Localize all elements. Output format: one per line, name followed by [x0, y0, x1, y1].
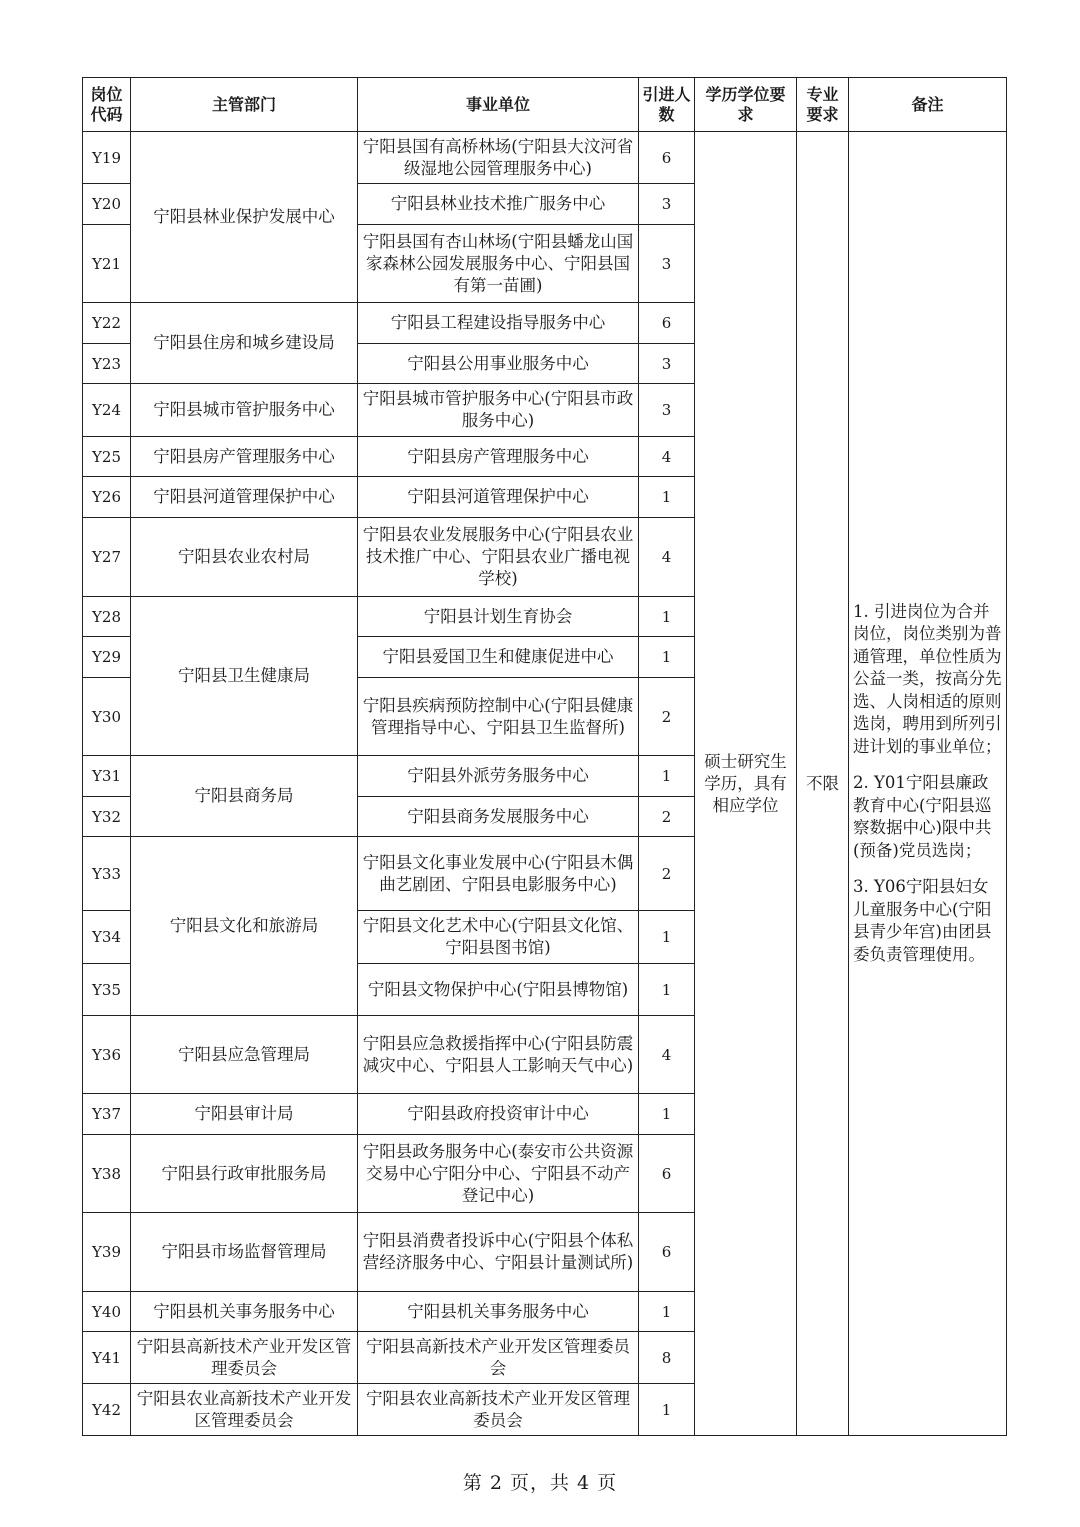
- post-code: Y20: [83, 184, 131, 225]
- unit-cell: 宁阳县工程建设指导服务中心: [358, 303, 639, 344]
- post-code: Y41: [83, 1332, 131, 1384]
- unit-cell: 宁阳县文物保护中心(宁阳县博物馆): [358, 964, 639, 1016]
- unit-cell: 宁阳县应急救援指挥中心(宁阳县防震减灾中心、宁阳县人工影响天气中心): [358, 1016, 639, 1094]
- notes-cell: [849, 132, 1007, 1436]
- note-3: 3. Y06宁阳县妇女儿童服务中心(宁阳县青少年宫)由团县委负责管理使用。: [853, 877, 992, 964]
- post-code: Y40: [83, 1292, 131, 1332]
- unit-cell: 宁阳县文化事业发展中心(宁阳县木偶曲艺剧团、宁阳县电影服务中心): [358, 837, 639, 911]
- unit-cell: 宁阳县城市管护服务中心(宁阳县市政服务中心): [358, 384, 639, 437]
- post-code: Y29: [83, 637, 131, 678]
- major-requirement: 不限: [797, 132, 849, 1436]
- count-cell: 1: [639, 1292, 695, 1332]
- post-code: Y37: [83, 1094, 131, 1135]
- unit-cell: 宁阳县农业发展服务中心(宁阳县农业技术推广中心、宁阳县农业广播电视学校): [358, 518, 639, 597]
- post-code: Y23: [83, 344, 131, 384]
- dept-cell: 宁阳县市场监督管理局: [131, 1213, 358, 1292]
- header-count: 引进人数: [639, 78, 695, 132]
- unit-cell: 宁阳县机关事务服务中心: [358, 1292, 639, 1332]
- dept-cell: 宁阳县农业农村局: [131, 518, 358, 597]
- header-unit: 事业单位: [358, 78, 639, 132]
- unit-cell: 宁阳县国有杏山林场(宁阳县蟠龙山国家森林公园发展服务中心、宁阳县国有第一苗圃): [358, 225, 639, 303]
- unit-cell: 宁阳县消费者投诉中心(宁阳县个体私营经济服务中心、宁阳县计量测试所): [358, 1213, 639, 1292]
- count-cell: 4: [639, 518, 695, 597]
- post-code: Y25: [83, 437, 131, 477]
- unit-cell: 宁阳县文化艺术中心(宁阳县文化馆、宁阳县图书馆): [358, 911, 639, 964]
- count-cell: 4: [639, 437, 695, 477]
- post-code: Y30: [83, 678, 131, 756]
- post-code: Y36: [83, 1016, 131, 1094]
- edu-requirement: 硕士研究生学历，具有相应学位: [695, 132, 797, 1436]
- unit-cell: 宁阳县国有高桥林场(宁阳县大汶河省级湿地公园管理服务中心): [358, 132, 639, 184]
- post-code: Y22: [83, 303, 131, 344]
- post-code: Y38: [83, 1135, 131, 1213]
- count-cell: 2: [639, 837, 695, 911]
- dept-cell: 宁阳县河道管理保护中心: [131, 477, 358, 518]
- header-note: 备注: [849, 78, 1007, 132]
- post-code: Y39: [83, 1213, 131, 1292]
- count-cell: 6: [639, 132, 695, 184]
- unit-cell: 宁阳县房产管理服务中心: [358, 437, 639, 477]
- count-cell: 1: [639, 911, 695, 964]
- dept-cell: 宁阳县应急管理局: [131, 1016, 358, 1094]
- count-cell: 6: [639, 303, 695, 344]
- count-cell: 6: [639, 1213, 695, 1292]
- dept-cell: 宁阳县农业高新技术产业开发区管理委员会: [131, 1384, 358, 1436]
- dept-cell: 宁阳县审计局: [131, 1094, 358, 1135]
- dept-cell: 宁阳县房产管理服务中心: [131, 437, 358, 477]
- post-code: Y32: [83, 797, 131, 837]
- dept-cell: 宁阳县高新技术产业开发区管理委员会: [131, 1332, 358, 1384]
- unit-cell: 宁阳县商务发展服务中心: [358, 797, 639, 837]
- unit-cell: 宁阳县政府投资审计中心: [358, 1094, 639, 1135]
- count-cell: 1: [639, 1094, 695, 1135]
- count-cell: 2: [639, 797, 695, 837]
- unit-cell: 宁阳县公用事业服务中心: [358, 344, 639, 384]
- dept-cell: 宁阳县住房和城乡建设局: [131, 303, 358, 384]
- count-cell: 1: [639, 1384, 695, 1436]
- post-code: Y35: [83, 964, 131, 1016]
- table-row: [83, 132, 1007, 184]
- post-code: Y24: [83, 384, 131, 437]
- header-edu: 学历学位要求: [695, 78, 797, 132]
- note-2: 2. Y01宁阳县廉政教育中心(宁阳县巡察数据中心)限中共(预备)党员选岗；: [853, 773, 992, 860]
- header-dept: 主管部门: [131, 78, 358, 132]
- post-code: Y42: [83, 1384, 131, 1436]
- unit-cell: 宁阳县疾病预防控制中心(宁阳县健康管理指导中心、宁阳县卫生监督所): [358, 678, 639, 756]
- dept-cell: 宁阳县城市管护服务中心: [131, 384, 358, 437]
- count-cell: 3: [639, 344, 695, 384]
- unit-cell: 宁阳县高新技术产业开发区管理委员会: [358, 1332, 639, 1384]
- post-code: Y33: [83, 837, 131, 911]
- dept-cell: 宁阳县商务局: [131, 756, 358, 837]
- unit-cell: 宁阳县农业高新技术产业开发区管理委员会: [358, 1384, 639, 1436]
- post-code: Y27: [83, 518, 131, 597]
- unit-cell: 宁阳县林业技术推广服务中心: [358, 184, 639, 225]
- dept-cell: 宁阳县林业保护发展中心: [131, 132, 358, 303]
- dept-cell: 宁阳县文化和旅游局: [131, 837, 358, 1016]
- count-cell: 1: [639, 964, 695, 1016]
- count-cell: 3: [639, 225, 695, 303]
- dept-cell: 宁阳县行政审批服务局: [131, 1135, 358, 1213]
- count-cell: 1: [639, 637, 695, 678]
- note-1: 1. 引进岗位为合并岗位，岗位类别为普通管理，单位性质为公益一类，按高分先选、人岗相适的原则选岗，聘用到所列引进计划的事业单位；: [853, 601, 1002, 756]
- count-cell: 1: [639, 477, 695, 518]
- post-code: Y19: [83, 132, 131, 184]
- unit-cell: 宁阳县外派劳务服务中心: [358, 756, 639, 797]
- count-cell: 1: [639, 756, 695, 797]
- count-cell: 4: [639, 1016, 695, 1094]
- dept-cell: 宁阳县卫生健康局: [131, 597, 358, 756]
- count-cell: 2: [639, 678, 695, 756]
- count-cell: 3: [639, 184, 695, 225]
- unit-cell: 宁阳县政务服务中心(泰安市公共资源交易中心宁阳分中心、宁阳县不动产登记中心): [358, 1135, 639, 1213]
- header-row: [83, 78, 1007, 132]
- header-code: 岗位代码: [83, 78, 131, 132]
- dept-cell: 宁阳县机关事务服务中心: [131, 1292, 358, 1332]
- page-footer: 第 2 页，共 4 页: [462, 1472, 618, 1494]
- header-major: 专业要求: [797, 78, 849, 132]
- count-cell: 6: [639, 1135, 695, 1213]
- post-code: Y21: [83, 225, 131, 303]
- count-cell: 3: [639, 384, 695, 437]
- unit-cell: 宁阳县爱国卫生和健康促进中心: [358, 637, 639, 678]
- count-cell: 8: [639, 1332, 695, 1384]
- post-code: Y26: [83, 477, 131, 518]
- count-cell: 1: [639, 597, 695, 637]
- post-code: Y31: [83, 756, 131, 797]
- unit-cell: 宁阳县河道管理保护中心: [358, 477, 639, 518]
- unit-cell: 宁阳县计划生育协会: [358, 597, 639, 637]
- recruitment-table: [82, 77, 1007, 1436]
- post-code: Y34: [83, 911, 131, 964]
- post-code: Y28: [83, 597, 131, 637]
